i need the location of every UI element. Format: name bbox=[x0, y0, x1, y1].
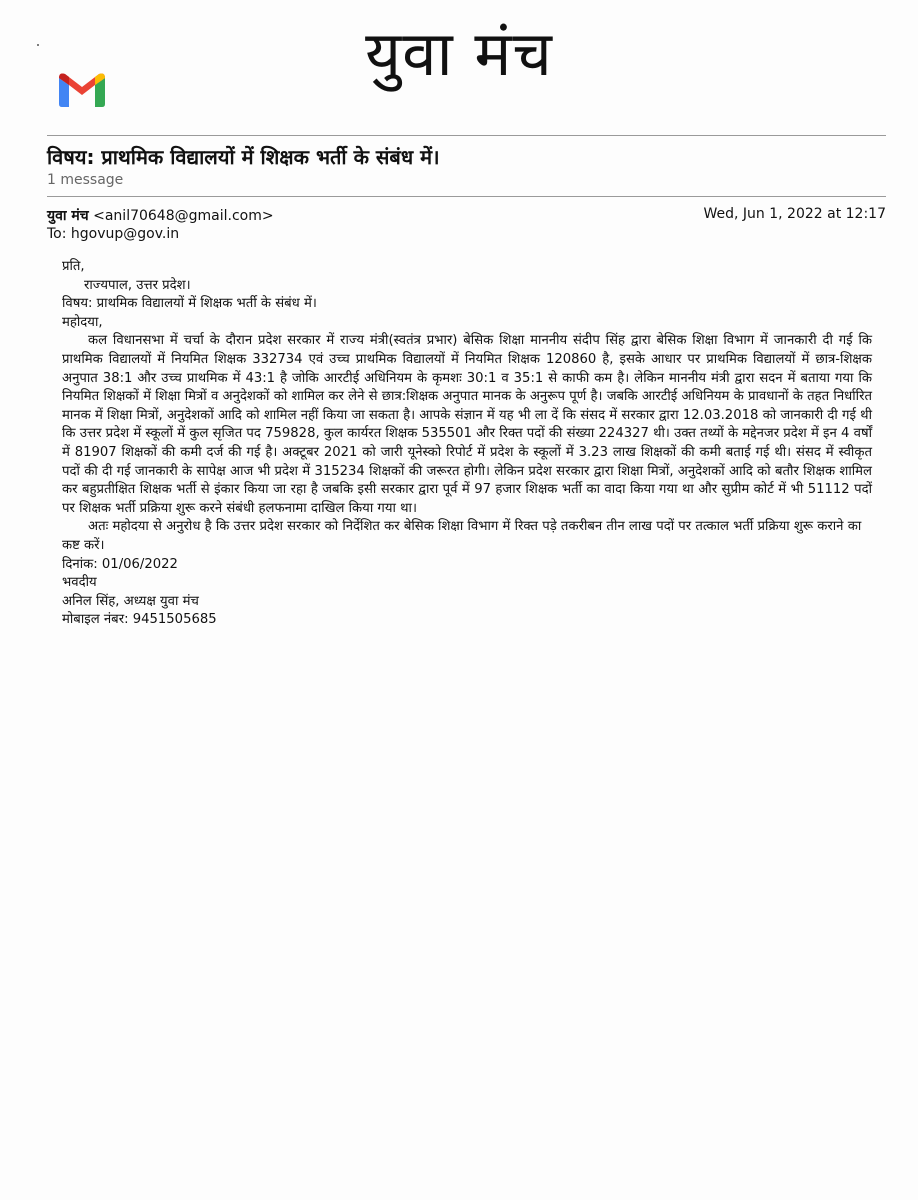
letter-signatory: अनिल सिंह, अध्यक्ष युवा मंच bbox=[62, 593, 199, 609]
letter-date: दिनांक: 01/06/2022 bbox=[62, 556, 178, 572]
sender-name: युवा मंच bbox=[47, 208, 89, 224]
letter-closing: भवदीय bbox=[62, 575, 97, 591]
email-body bbox=[62, 258, 872, 630]
letter-paragraph-2: अतः महोदया से अनुरोध है कि उत्तर प्रदेश सरकार को निर्देशित कर बेसिक शिक्षा विभाग में रिक्त पड़े तकरीबन तीन लाख पदों पर तत्काल भर्ती प्रक्रिया शुरू कराने का कष्ट करें। bbox=[62, 519, 862, 553]
sender-line bbox=[47, 206, 274, 225]
divider-header bbox=[47, 196, 886, 197]
page-title: युवा मंच bbox=[365, 17, 553, 90]
sender-email[interactable]: <anil70648@gmail.com> bbox=[93, 208, 274, 224]
letter-subject: विषय: प्राथमिक विद्यालयों में शिक्षक भर्ती के संबंध में। bbox=[62, 296, 317, 312]
recipient-line: To: hgovup@gov.in bbox=[47, 226, 180, 242]
email-subject: विषय: प्राथमिक विद्यालयों में शिक्षक भर्ती के संबंध में। bbox=[47, 145, 440, 169]
letter-paragraph-1: कल विधानसभा में चर्चा के दौरान प्रदेश सरकार में राज्य मंत्री(स्वतंत्र प्रभार) बेसिक शिक्षा माननीय संदीप सिंह द्वारा बेसिक शिक्षा विभाग में जानकारी दी गई कि प्राथमिक विद्यालयों में नियमित शिक्षक 332734 एवं उच्च प्राथमिक विद्यालयों में नियमित शिक्षक 120860 है, इसके आधार पर प्राथमिक विद्यालयों में छात्र-शिक्षक अनुपात 38:1 और उच्च प्राथमिक में 43:1 है जोकि आरटीई अधिनियम के कृमशः 30:1 व 35:1 से काफी कम है। लेकिन माननीय मंत्री द्वारा सदन में बताया गया कि नियमित शिक्षकों में शिक्षा मित्रों व अनुदेशकों को शामिल कर लेने से छात्र:शिक्षक अनुपात मानक के अनुरूप पूर्ण है। जबकि आरटीई अधिनियम के प्रावधानों के तहत निर्धारित मानक में शिक्षा मित्रों, अनुदेशकों आदि को शामिल नहीं किया जा सकता है। आपके संज्ञान में यह भी ला दें कि संसद में सरकार द्वारा 12.03.2018 को जानकारी दी गई थी कि उत्तर प्रदेश में स्कूलों में कुल सृजित पद 759828, कुल कार्यरत शिक्षक 535501 और रिक्त पदों की संख्या 224327 थी। उक्त तथ्यों के मद्देनजर प्रदेश में इन 4 वर्षों में 81907 शिक्षकों की कमी दर्ज की गई है। अक्टूबर 2021 को जारी यूनेस्को रिपोर्ट में प्रदेश के स्कूलों में 3.23 लाख शिक्षकों की कमी बताई गई थी। संसद में स्वीकृत पदों की दी गई जानकारी के सापेक्ष आज भी प्रदेश में 315234 शिक्षकों की जरूरत होगी। लेकिन प्रदेश सरकार द्वारा शिक्षा मित्रों, अनुदेशकों आदि को बतौर शिक्षक शामिल कर बहुप्रतीक्षित शिक्षक भर्ती से इंकार किया जा रहा है जबकि इसी सरकार द्वारा पूर्व में 97 हजार शिक्षक भर्ती का वादा किया गया था और सुप्रीम कोर्ट में भी 51112 पदों पर शिक्षक भर्ती प्रक्रिया शुरू करने संबंधी हलफनामा दाखिल किया गया था। bbox=[62, 333, 872, 516]
salutation-to: प्रति, bbox=[62, 259, 85, 274]
message-count: 1 message bbox=[47, 172, 124, 188]
gmail-logo-icon bbox=[56, 70, 108, 108]
letter-mobile: मोबाइल नंबर: 9451505685 bbox=[62, 612, 217, 628]
letter-greeting: महोदया, bbox=[62, 314, 103, 330]
divider-top bbox=[47, 135, 886, 136]
letter-recipient: राज्यपाल, उत्तर प्रदेश। bbox=[84, 277, 191, 293]
email-date: Wed, Jun 1, 2022 at 12:17 bbox=[703, 206, 886, 222]
